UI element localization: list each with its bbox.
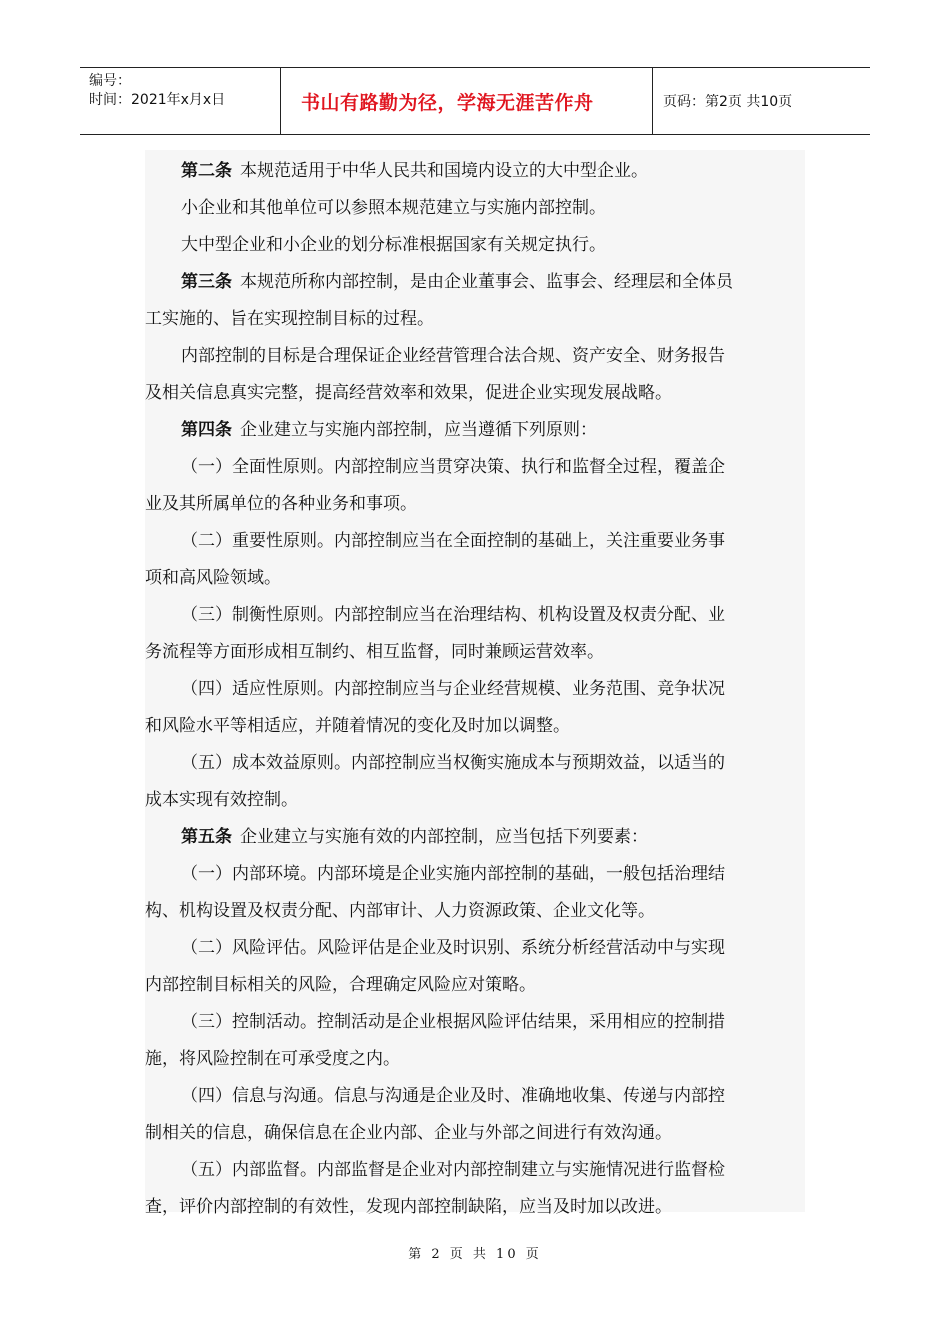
paragraph	[145, 671, 805, 745]
article-heading: 第四条	[181, 420, 232, 440]
line-text: （二）重要性原则。内部控制应当在全面控制的基础上，关注重要业务事	[181, 531, 725, 551]
paragraph-line	[145, 264, 805, 301]
paragraph	[145, 338, 805, 412]
line-text: 施，将风险控制在可承受度之内。	[145, 1049, 400, 1069]
paragraph-line	[145, 1004, 805, 1041]
paragraph-line	[145, 375, 805, 412]
paragraph	[145, 1152, 805, 1226]
paragraph-line	[145, 1078, 805, 1115]
article-heading: 第二条	[181, 161, 232, 181]
line-text: 本规范适用于中华人民共和国境内设立的大中型企业。	[240, 161, 648, 181]
paragraph-line	[145, 634, 805, 671]
paragraph-line	[145, 523, 805, 560]
paragraph-line	[145, 560, 805, 597]
paragraph-line	[145, 1041, 805, 1078]
doc-time-label: 时间：2021年x月x日	[89, 92, 226, 108]
line-text: 制相关的信息，确保信息在企业内部、企业与外部之间进行有效沟通。	[145, 1123, 672, 1143]
paragraph-line	[145, 412, 805, 449]
paragraph-line	[145, 338, 805, 375]
paragraph	[145, 597, 805, 671]
paragraph	[145, 819, 805, 856]
article-heading: 第五条	[181, 827, 232, 847]
paragraph	[145, 153, 805, 190]
line-text: （二）风险评估。风险评估是企业及时识别、系统分析经营活动中与实现	[181, 938, 725, 958]
paragraph	[145, 190, 805, 227]
line-text: 查，评价内部控制的有效性，发现内部控制缺陷，应当及时加以改进。	[145, 1197, 672, 1217]
line-text: 内部控制的目标是合理保证企业经营管理合法合规、资产安全、财务报告	[181, 346, 725, 366]
paragraph-line	[145, 190, 805, 227]
paragraph-line	[145, 745, 805, 782]
line-text: 业及其所属单位的各种业务和事项。	[145, 494, 417, 514]
paragraph	[145, 856, 805, 930]
line-text: （三）控制活动。控制活动是企业根据风险评估结果，采用相应的控制措	[181, 1012, 725, 1032]
line-text: 成本实现有效控制。	[145, 790, 298, 810]
paragraph	[145, 227, 805, 264]
header-page-code: 页码：第2页 共10页	[663, 94, 793, 110]
line-text: 和风险水平等相适应，并随着情况的变化及时加以调整。	[145, 716, 570, 736]
line-text: （一）全面性原则。内部控制应当贯穿决策、执行和监督全过程，覆盖企	[181, 457, 725, 477]
paragraph-line	[145, 930, 805, 967]
line-text: （五）内部监督。内部监督是企业对内部控制建立与实施情况进行监督检	[181, 1160, 725, 1180]
line-text: 小企业和其他单位可以参照本规范建立与实施内部控制。	[181, 198, 606, 218]
paragraph-line	[145, 819, 805, 856]
paragraph-line	[145, 227, 805, 264]
paragraph-line	[145, 153, 805, 190]
line-text: （四）信息与沟通。信息与沟通是企业及时、准确地收集、传递与内部控	[181, 1086, 725, 1106]
document-body	[145, 150, 805, 1217]
paragraph	[145, 449, 805, 523]
doc-number-label: 编号：	[89, 73, 131, 89]
line-text: （一）内部环境。内部环境是企业实施内部控制的基础，一般包括治理结	[181, 864, 725, 884]
header-motto: 书山有路勤为径，学海无涯苦作舟	[281, 68, 653, 134]
paragraph-line	[145, 893, 805, 930]
page-header	[80, 67, 870, 135]
paragraph-line	[145, 301, 805, 338]
paragraph-line	[145, 1189, 805, 1226]
line-text: （五）成本效益原则。内部控制应当权衡实施成本与预期效益，以适当的	[181, 753, 725, 773]
paragraph-line	[145, 967, 805, 1004]
line-text: 工实施的、旨在实现控制目标的过程。	[145, 309, 434, 329]
paragraph-line	[145, 708, 805, 745]
paragraph	[145, 412, 805, 449]
paragraph-line	[145, 856, 805, 893]
paragraph-line	[145, 1152, 805, 1189]
article-heading: 第三条	[181, 272, 232, 292]
paragraph	[145, 1004, 805, 1078]
line-text: 大中型企业和小企业的划分标准根据国家有关规定执行。	[181, 235, 606, 255]
paragraph	[145, 523, 805, 597]
line-text: 企业建立与实施有效的内部控制，应当包括下列要素：	[240, 827, 648, 847]
line-text: 务流程等方面形成相互制约、相互监督，同时兼顾运营效率。	[145, 642, 604, 662]
paragraph	[145, 930, 805, 1004]
paragraph-line	[145, 486, 805, 523]
header-meta	[80, 68, 281, 134]
paragraph-line	[145, 1115, 805, 1152]
paragraph	[145, 745, 805, 819]
line-text: 及相关信息真实完整，提高经营效率和效果，促进企业实现发展战略。	[145, 383, 672, 403]
paragraph-line	[145, 597, 805, 634]
paragraph	[145, 1078, 805, 1152]
paragraph-line	[145, 671, 805, 708]
line-text: 内部控制目标相关的风险，合理确定风险应对策略。	[145, 975, 536, 995]
paragraph-line	[145, 449, 805, 486]
line-text: 企业建立与实施内部控制，应当遵循下列原则：	[240, 420, 597, 440]
line-text: 本规范所称内部控制，是由企业董事会、监事会、经理层和全体员	[240, 272, 733, 292]
page-footer: 第 2 页 共 10 页	[408, 1247, 542, 1262]
paragraph	[145, 264, 805, 338]
line-text: 构、机构设置及权责分配、内部审计、人力资源政策、企业文化等。	[145, 901, 655, 921]
line-text: 项和高风险领域。	[145, 568, 281, 588]
line-text: （三）制衡性原则。内部控制应当在治理结构、机构设置及权责分配、业	[181, 605, 725, 625]
line-text: （四）适应性原则。内部控制应当与企业经营规模、业务范围、竞争状况	[181, 679, 725, 699]
paragraph-line	[145, 782, 805, 819]
